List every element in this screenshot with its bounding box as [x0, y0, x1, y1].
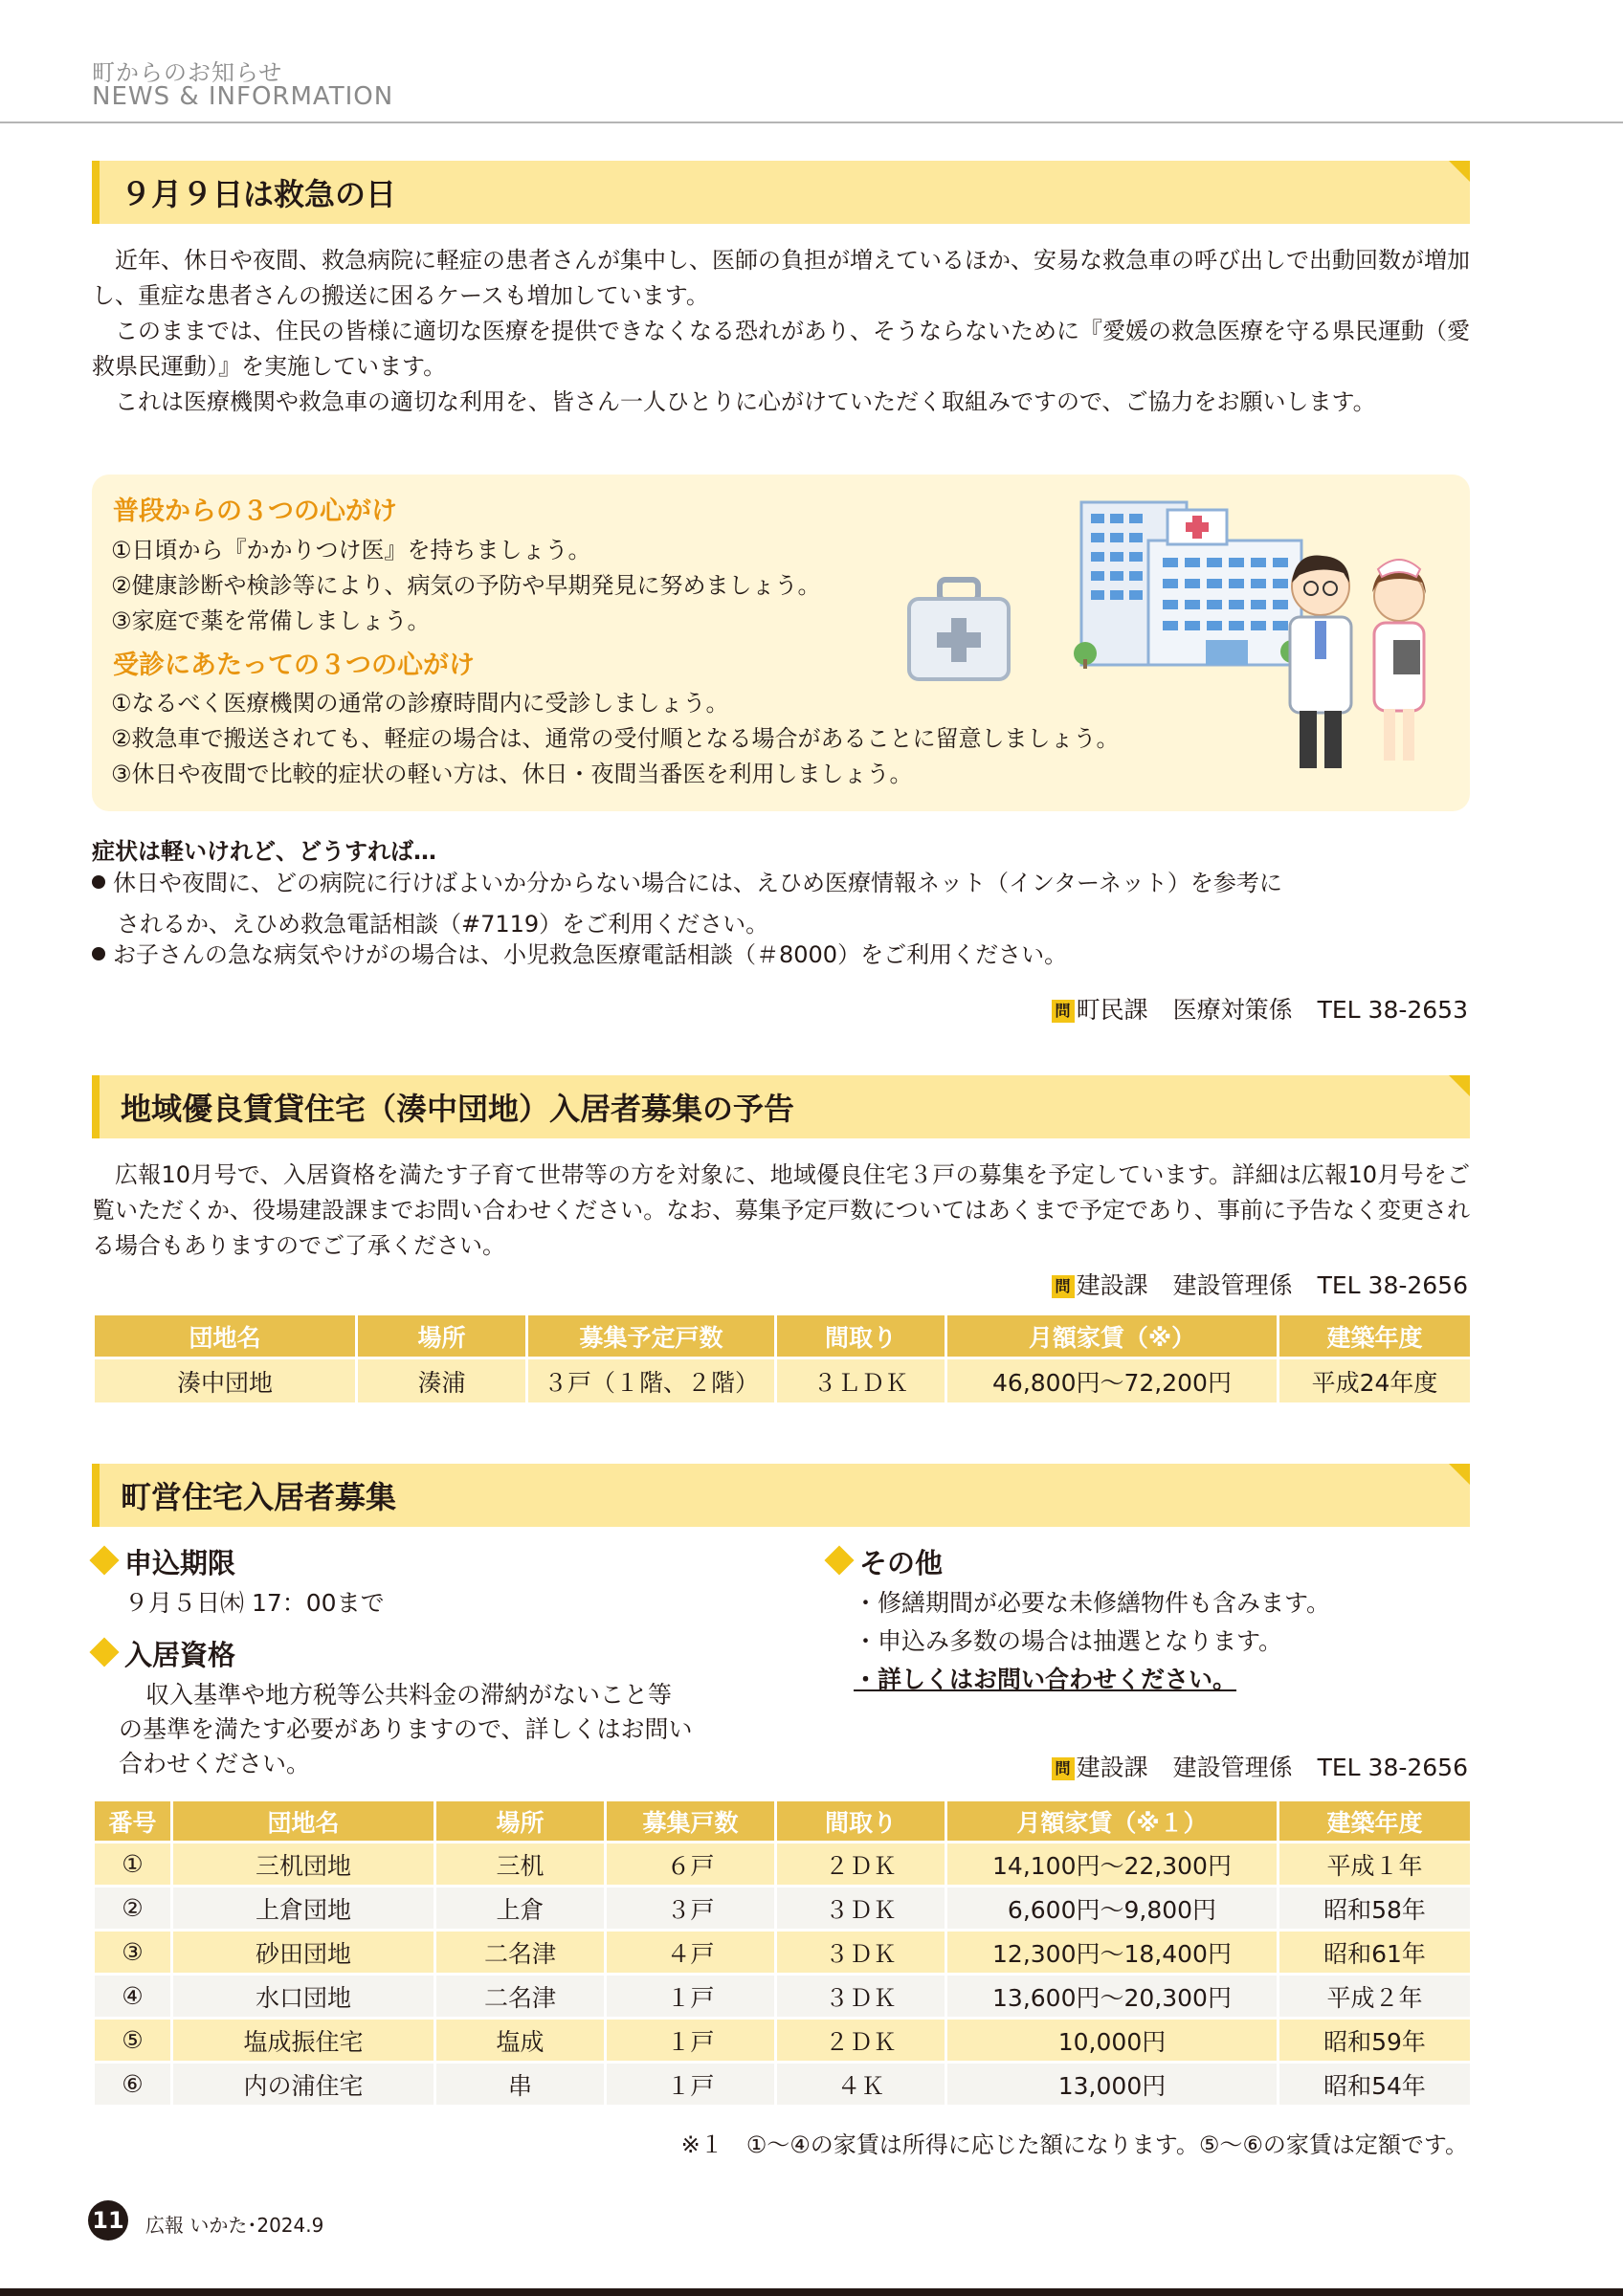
table-cell: 湊中団地: [94, 1358, 357, 1404]
header-title-ja: 町からのお知らせ: [92, 59, 283, 86]
other-item: ・申込み多数の場合は抽選となります。: [854, 1627, 1283, 1655]
bullet-dot-icon: [92, 947, 105, 960]
table-cell: ２ＤＫ: [776, 2019, 946, 2063]
tips-heading: 普段からの３つの心がけ: [113, 497, 397, 526]
other-item: ・修繕期間が必要な未修繕物件も含みます。: [854, 1589, 1331, 1617]
table-cell: １戸: [606, 2019, 776, 2063]
table-cell: 昭和59年: [1278, 2019, 1472, 2063]
tip-item: ②健康診断や検診等により、病気の予防や早期発見に努めましょう。: [111, 572, 821, 599]
contact-dept: 建設課: [1076, 1754, 1148, 1781]
table-header-row: [94, 1800, 1472, 1843]
deadline-heading: 申込期限: [94, 1542, 235, 1581]
tip-item: ①なるべく医療機関の通常の診療時間内に受診しましょう。: [111, 690, 729, 717]
table-cell: 13,600円～20,300円: [946, 1975, 1278, 2019]
symptom-heading: 症状は軽いけれど、どうすれば…: [92, 838, 436, 865]
inquiry-tag: 問: [1052, 1757, 1075, 1780]
contact-info: [1052, 991, 1468, 1026]
table-cell: 塩成: [435, 2019, 606, 2063]
table-cell: ６戸: [606, 1843, 776, 1887]
housing-preview-table: [92, 1313, 1473, 1405]
table-cell: 昭和61年: [1278, 1931, 1472, 1975]
bullet-text: お子さんの急な病気やけがの場合は、小児救急医療電話相談（＃8000）をご利用ください。: [113, 941, 1068, 968]
column-header: 場所: [435, 1800, 606, 1843]
table-cell: 平成24年度: [1278, 1358, 1472, 1404]
table-cell: ３戸: [606, 1887, 776, 1931]
paragraph: 広報10月号で、入居資格を満たす子育て世帯等の方を対象に、地域優良住宅３戸の募集を予定しています。詳細は広報10月号をご覧いただくか、役場建設課までお問い合わせください。なお、募集予定戸数についてはあくまで予定であり、事前に予告なく変更される場合もありますのでご了承ください。: [92, 1161, 1470, 1259]
table-cell: ３戸（１階、２階）: [527, 1358, 776, 1404]
header-divider: [0, 121, 1623, 123]
table-header-row: [94, 1314, 1472, 1358]
table-cell: １戸: [606, 1975, 776, 2019]
table-cell: 6,600円～9,800円: [946, 1887, 1278, 1931]
table-row: [94, 1887, 1472, 1931]
table-cell: 二名津: [435, 1975, 606, 2019]
column-header: 建築年度: [1278, 1314, 1472, 1358]
eligibility-heading: 入居資格: [94, 1634, 235, 1673]
table-cell: 平成１年: [1278, 1843, 1472, 1887]
section-heading-bar: [92, 1075, 1470, 1138]
contact-section: 医療対策係: [1172, 996, 1293, 1024]
table-cell: ４戸: [606, 1931, 776, 1975]
contact-dept: 建設課: [1076, 1271, 1148, 1299]
column-header: 団地名: [94, 1314, 357, 1358]
first-aid-kit-icon: [905, 574, 1012, 685]
section-title: 地域優良賃貸住宅（湊中団地）入居者募集の予告: [121, 1091, 795, 1127]
table-row: [94, 2019, 1472, 2063]
table-cell: 湊浦: [357, 1358, 527, 1404]
table-cell: 昭和58年: [1278, 1887, 1472, 1931]
table-cell: ⑥: [94, 2063, 172, 2107]
table-cell: ４Ｋ: [776, 2063, 946, 2107]
table-cell: 平成２年: [1278, 1975, 1472, 2019]
column-header: 間取り: [776, 1800, 946, 1843]
section-title: 町営住宅入居者募集: [121, 1479, 397, 1515]
section-heading-bar: [92, 1464, 1470, 1527]
tip-item: ②救急車で搬送されても、軽症の場合は、通常の受付順となる場合があることに留意しましょう。: [111, 725, 1120, 752]
table-row: [94, 1975, 1472, 2019]
column-header: 募集予定戸数: [527, 1314, 776, 1358]
column-header: 間取り: [776, 1314, 946, 1358]
bullet-continuation: されるか、えひめ救急電話相談（#7119）をご利用ください。: [117, 911, 769, 938]
table-row: [94, 2063, 1472, 2107]
municipal-housing-table: [92, 1799, 1473, 2108]
inquiry-tag: 問: [1052, 1000, 1075, 1023]
contact-info: [1052, 1749, 1468, 1783]
table-cell: ②: [94, 1887, 172, 1931]
contact-info: [1052, 1267, 1468, 1301]
doctor-and-nurse-icon: [1273, 541, 1445, 780]
table-cell: 10,000円: [946, 2019, 1278, 2063]
table-cell: ３ＬＤＫ: [776, 1358, 946, 1404]
table-cell: 14,100円～22,300円: [946, 1843, 1278, 1887]
tip-item: ③家庭で薬を常備しましょう。: [111, 607, 431, 634]
table-cell: ２ＤＫ: [776, 1843, 946, 1887]
diamond-icon: [89, 1637, 119, 1667]
table-cell: 砂田団地: [172, 1931, 435, 1975]
table-cell: ３ＤＫ: [776, 1887, 946, 1931]
paragraph: これは医療機関や救急車の適切な利用を、皆さん一人ひとりに心がけていただく取組みですので、ご協力をお願いします。: [115, 388, 1376, 415]
bullet-item: [92, 938, 1067, 973]
table-cell: 12,300円～18,400円: [946, 1931, 1278, 1975]
tips-heading: 受診にあたっての３つの心がけ: [113, 651, 475, 680]
table-row: [94, 1358, 1472, 1404]
diamond-icon: [824, 1545, 854, 1575]
column-header: 募集戸数: [606, 1800, 776, 1843]
contact-section: 建設管理係: [1172, 1754, 1293, 1781]
table-cell: 昭和54年: [1278, 2063, 1472, 2107]
table-row: [94, 1931, 1472, 1975]
eligibility-text: の基準を満たす必要がありますので、詳しくはお問い: [119, 1715, 693, 1743]
rent-footnote: ※１ ①～④の家賃は所得に応じた額になります。⑤～⑥の家賃は定額です。: [680, 2131, 1468, 2158]
column-header: 番号: [94, 1800, 172, 1843]
table-cell: 上倉: [435, 1887, 606, 1931]
bullet-dot-icon: [92, 875, 105, 889]
table-cell: 串: [435, 2063, 606, 2107]
table-cell: ３ＤＫ: [776, 1975, 946, 2019]
column-header: 月額家賃（※）: [946, 1314, 1278, 1358]
table-cell: 三机団地: [172, 1843, 435, 1887]
column-header: 場所: [357, 1314, 527, 1358]
diamond-icon: [89, 1545, 119, 1575]
contact-section: 建設管理係: [1172, 1271, 1293, 1299]
contact-tel: TEL 38-2656: [1317, 1271, 1468, 1299]
publication-name: 広報 いかた･2024.9: [145, 2214, 324, 2237]
section-title: ９月９日は救急の日: [121, 176, 397, 212]
inquiry-tag: 問: [1052, 1275, 1075, 1298]
other-item-inquire: ・詳しくはお問い合わせください。: [854, 1666, 1237, 1693]
contact-dept: 町民課: [1076, 996, 1148, 1024]
table-cell: 三机: [435, 1843, 606, 1887]
table-cell: ３ＤＫ: [776, 1931, 946, 1975]
paragraph: 近年、休日や夜間、救急病院に軽症の患者さんが集中し、医師の負担が増えているほか、安易な救急車の呼び出しで出動回数が増加し、重症な患者さんの搬送に困るケースも増加しています。: [92, 247, 1470, 309]
column-header: 建築年度: [1278, 1800, 1472, 1843]
page-number: 11: [88, 2200, 128, 2241]
footer-rule: [0, 2288, 1623, 2296]
eligibility-text: 収入基準や地方税等公共料金の滞納がないこと等: [145, 1681, 673, 1709]
table-row: [94, 1843, 1472, 1887]
paragraph: このままでは、住民の皆様に適切な医療を提供できなくなる恐れがあり、そうならないために『愛媛の救急医療を守る県民運動（愛救県民運動）』を実施しています。: [92, 318, 1470, 380]
column-header: 団地名: [172, 1800, 435, 1843]
table-cell: 46,800円～72,200円: [946, 1358, 1278, 1404]
bullet-text: 休日や夜間に、どの病院に行けばよいか分からない場合には、えひめ医療情報ネット（インターネット）を参考に: [113, 870, 1282, 896]
table-cell: 内の浦住宅: [172, 2063, 435, 2107]
bullet-item: [92, 866, 1282, 901]
tip-item: ③休日や夜間で比較的症状の軽い方は、休日・夜間当番医を利用しましょう。: [111, 761, 913, 787]
table-cell: ③: [94, 1931, 172, 1975]
table-cell: 上倉団地: [172, 1887, 435, 1931]
table-cell: 水口団地: [172, 1975, 435, 2019]
table-cell: ④: [94, 1975, 172, 2019]
column-header: 月額家賃（※１）: [946, 1800, 1278, 1843]
table-cell: ①: [94, 1843, 172, 1887]
section-heading-bar: [92, 161, 1470, 224]
table-cell: 二名津: [435, 1931, 606, 1975]
contact-tel: TEL 38-2656: [1317, 1754, 1468, 1781]
tip-item: ①日頃から『かかりつけ医』を持ちましょう。: [111, 537, 591, 563]
other-heading: その他: [829, 1542, 943, 1581]
table-cell: 塩成振住宅: [172, 2019, 435, 2063]
table-cell: 13,000円: [946, 2063, 1278, 2107]
table-cell: １戸: [606, 2063, 776, 2107]
table-cell: ⑤: [94, 2019, 172, 2063]
header-title-en: NEWS & INFORMATION: [92, 82, 394, 111]
eligibility-text: 合わせください。: [119, 1750, 311, 1777]
deadline-text: ９月５日㈭ 17：00まで: [124, 1589, 385, 1617]
contact-tel: TEL 38-2653: [1317, 996, 1468, 1024]
